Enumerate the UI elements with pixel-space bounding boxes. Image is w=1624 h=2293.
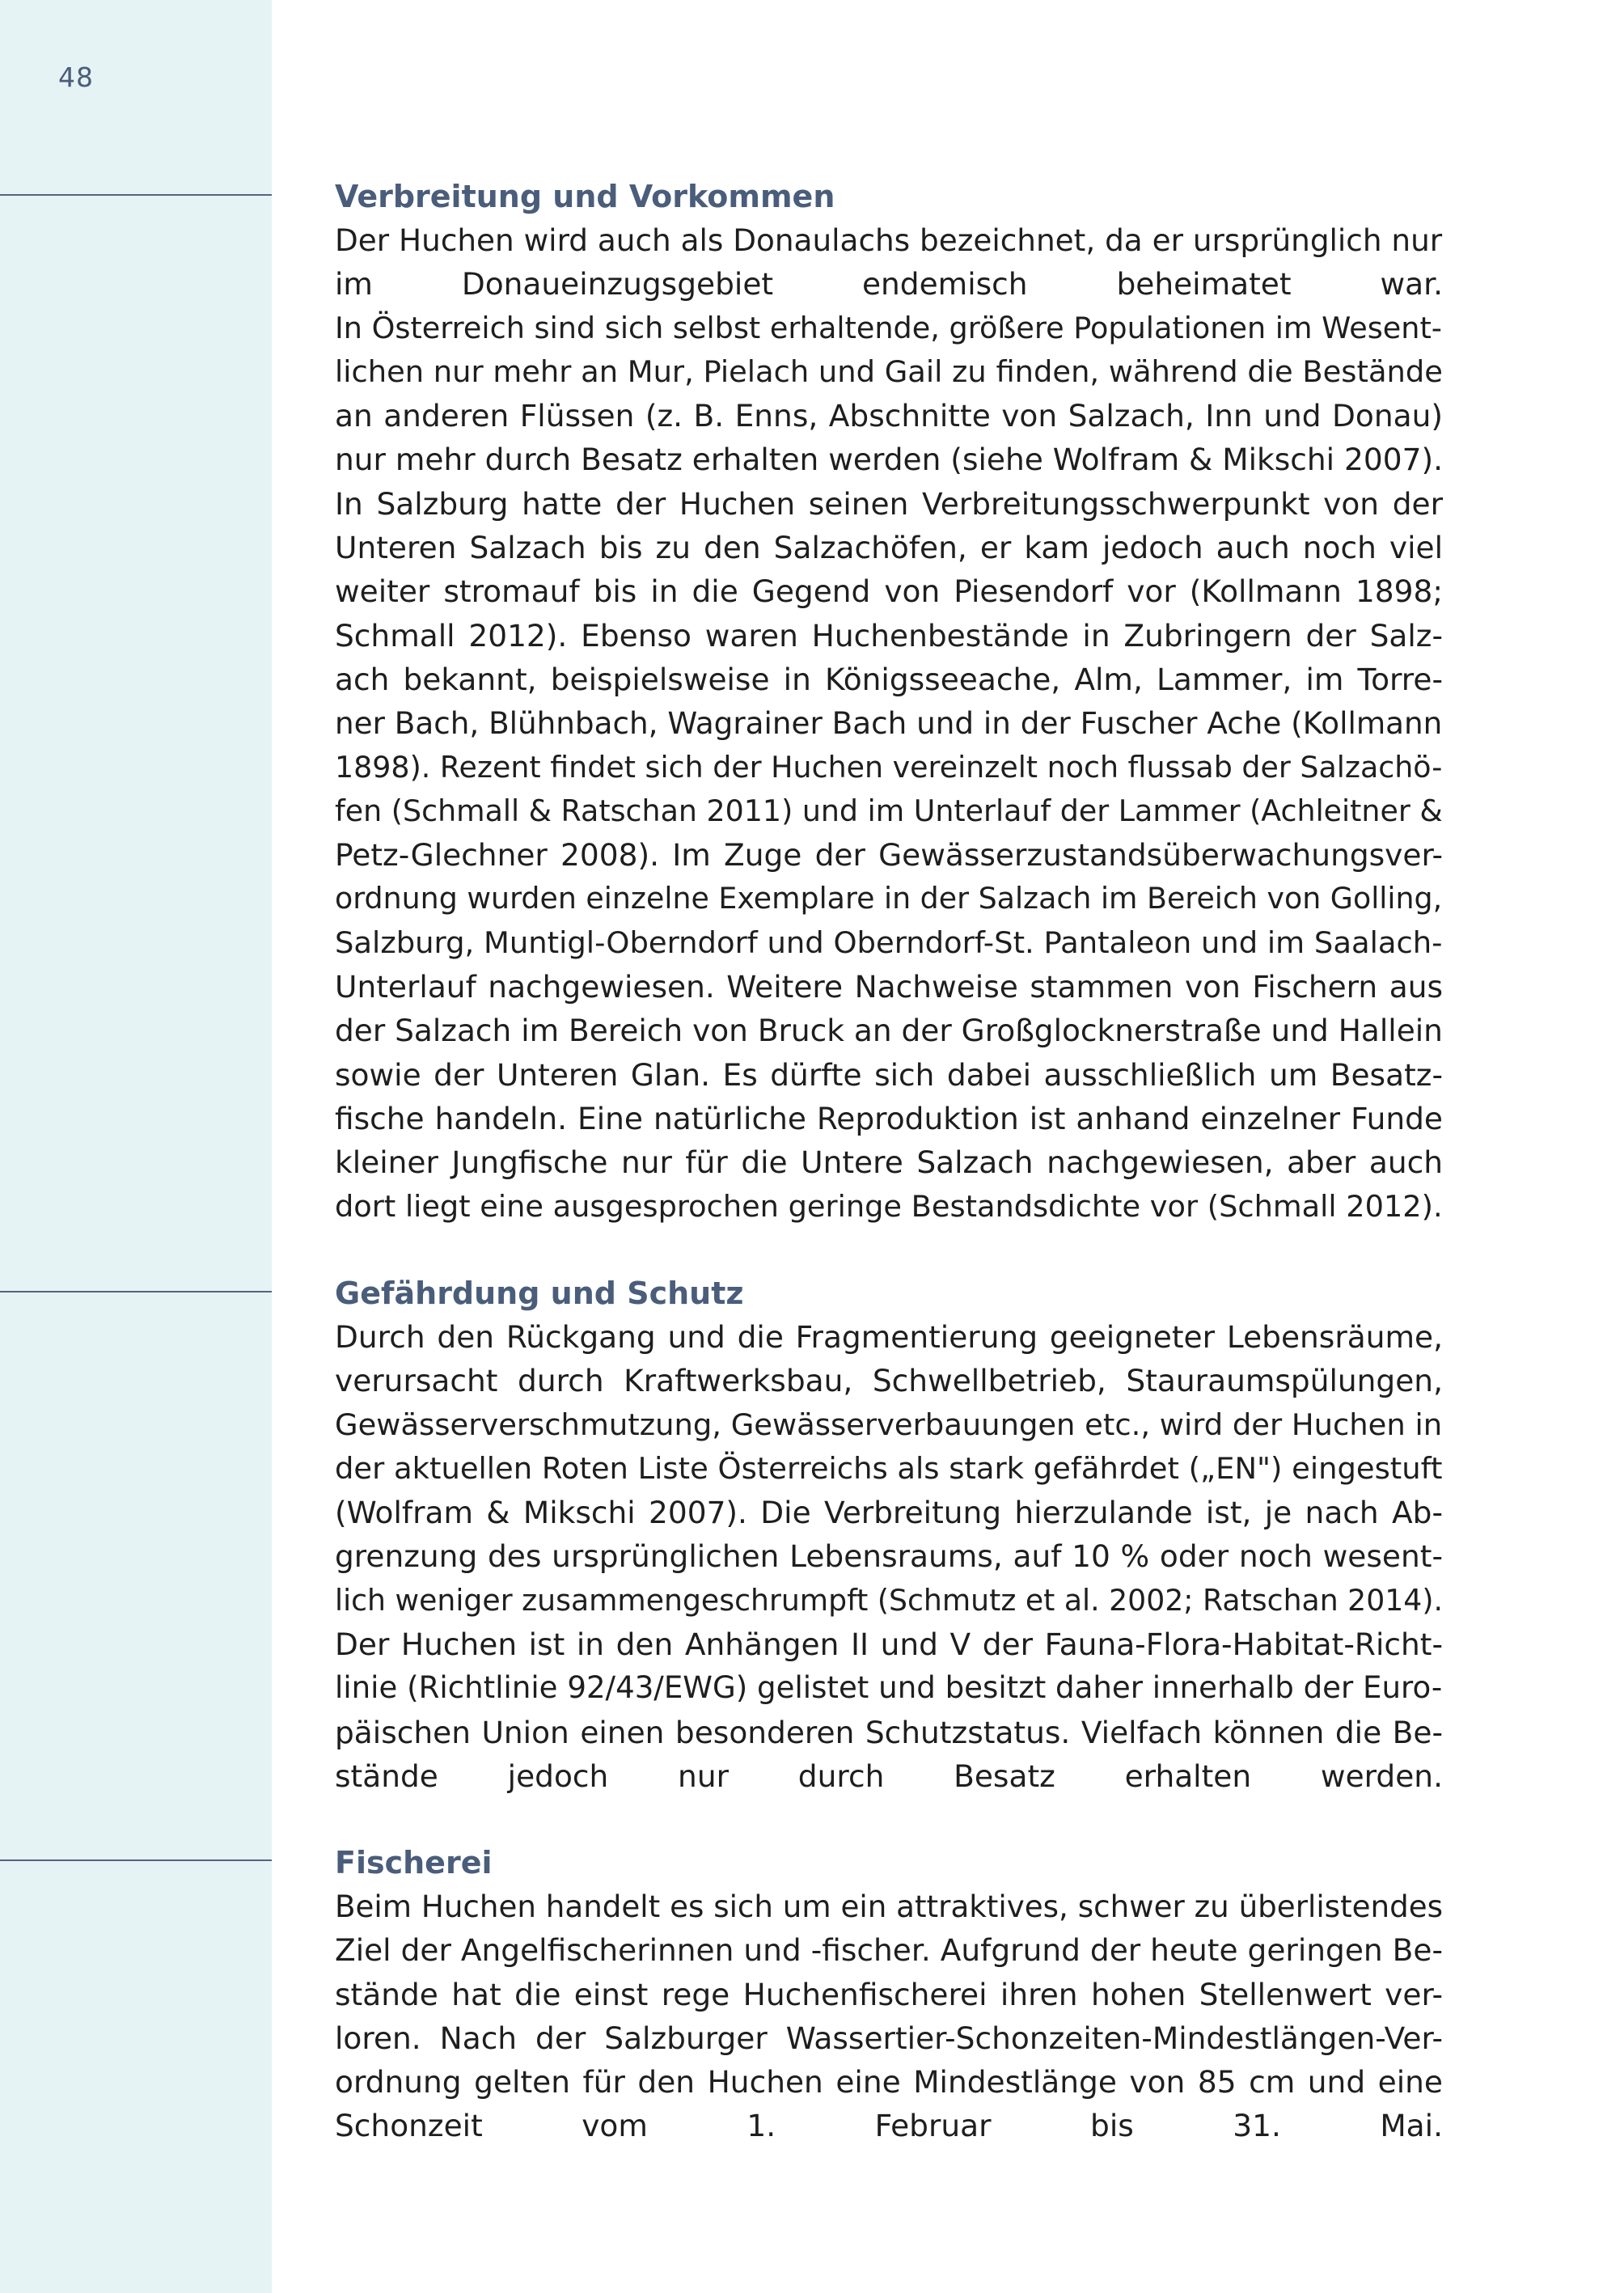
text-line: nur mehr durch Besatz erhalten werden (siehe Wolfram & Mikschi 2007).	[335, 442, 1443, 478]
text-line: In Salzburg hatte der Huchen seinen Verbreitungsschwerpunkt von der	[335, 485, 1443, 522]
text-line: ordnung wurden einzelne Exemplare in der Salzach im Bereich von Golling,	[335, 881, 1443, 916]
text-line: ach bekannt, beispielsweise in Königsseeache, Alm, Lammer, im Torre-	[335, 661, 1443, 697]
text-line: dort liegt eine ausgesprochen geringe Bestandsdichte vor (Schmall 2012).	[335, 1188, 1443, 1224]
text-line: grenzung des ursprünglichen Lebensraums, auf 10 % oder noch wesent-	[335, 1538, 1443, 1575]
section-heading: Gefährdung und Schutz	[335, 1276, 744, 1311]
section-heading: Verbreitung und Vorkommen	[335, 179, 835, 214]
text-line: lichen nur mehr an Mur, Pielach und Gail zu finden, während die Bestände	[335, 353, 1443, 389]
text-line: ordnung gelten für den Huchen eine Mindestlänge von 85 cm und eine	[335, 2064, 1443, 2101]
section-fischerei	[335, 1841, 1443, 2148]
section-rule	[0, 194, 272, 196]
text-line: sowie der Unteren Glan. Es dürfte sich dabei ausschließlich um Besatz-	[335, 1056, 1443, 1093]
section-rule	[0, 1859, 272, 1861]
text-line: verursacht durch Kraftwerksbau, Schwellbetrieb, Stauraumspülungen,	[335, 1363, 1443, 1399]
text-line: Unteren Salzach bis zu den Salzachöfen, er kam jedoch auch noch viel	[335, 530, 1443, 566]
text-line: im Donaueinzugsgebiet endemisch beheimatet war.	[335, 266, 1443, 302]
section-body	[335, 1315, 1443, 1798]
text-line: Schonzeit vom 1. Februar bis 31. Mai.	[335, 2108, 1443, 2144]
text-line: linie (Richtlinie 92/43/EWG) gelistet und besitzt daher innerhalb der Euro-	[335, 1670, 1443, 1706]
text-line: In Österreich sind sich selbst erhaltende, größere Populationen im Wesent-	[335, 310, 1442, 345]
text-line: lich weniger zusammengeschrumpft (Schmutz et al. 2002; Ratschan 2014).	[335, 1582, 1443, 1618]
text-line: stände jedoch nur durch Besatz erhalten werden.	[335, 1758, 1443, 1794]
text-line: stände hat die einst rege Huchenfischerei ihren hohen Stellenwert ver-	[335, 1976, 1443, 2012]
section-rule	[0, 1291, 272, 1292]
sidebar-band	[0, 0, 272, 2293]
section-body	[335, 218, 1443, 1229]
text-line: weiter stromauf bis in die Gegend von Piesendorf vor (Kollmann 1898;	[335, 573, 1443, 610]
text-line: fen (Schmall & Ratschan 2011) und im Unterlauf der Lammer (Achleitner &	[335, 793, 1443, 828]
text-line: loren. Nach der Salzburger Wassertier-Schonzeiten-Mindestlängen-Ver-	[335, 2020, 1443, 2056]
text-line: Unterlauf nachgewiesen. Weitere Nachweise stammen von Fischern aus	[335, 969, 1443, 1005]
section-verbreitung	[335, 175, 1443, 1229]
text-line: Beim Huchen handelt es sich um ein attraktives, schwer zu überlistendes	[335, 1889, 1444, 1924]
text-line: kleiner Jungfische nur für die Untere Salzach nachgewiesen, aber auch	[335, 1144, 1443, 1181]
page-number: 48	[58, 61, 94, 93]
text-line: (Wolfram & Mikschi 2007). Die Verbreitung hierzulande ist, je nach Ab-	[335, 1495, 1443, 1531]
text-line: an anderen Flüssen (z. B. Enns, Abschnitte von Salzach, Inn und Donau)	[335, 398, 1443, 434]
text-line: fische handeln. Eine natürliche Reproduktion ist anhand einzelner Funde	[335, 1100, 1443, 1136]
text-line: der Salzach im Bereich von Bruck an der Großglocknerstraße und Hallein	[335, 1013, 1443, 1049]
text-line: Schmall 2012). Ebenso waren Huchenbestände in Zubringern der Salz-	[335, 617, 1443, 654]
text-line: Ziel der Angelfischerinnen und -fischer. Aufgrund der heute geringen Be-	[335, 1932, 1443, 1969]
section-gefaehrdung	[335, 1271, 1443, 1798]
text-line: Durch den Rückgang und die Fragmentierung geeigneter Lebensräume,	[335, 1319, 1443, 1355]
text-line: 1898). Rezent findet sich der Huchen vereinzelt noch flussab der Salzachö-	[335, 749, 1443, 785]
text-line: Salzburg, Muntigl-Oberndorf und Oberndorf-St. Pantaleon und im Saalach-	[335, 924, 1443, 960]
text-line: Der Huchen wird auch als Donaulachs bezeichnet, da er ursprünglich nur	[335, 222, 1443, 258]
text-line: Gewässerverschmutzung, Gewässerverbauungen etc., wird der Huchen in	[335, 1407, 1443, 1442]
section-heading: Fischerei	[335, 1845, 493, 1881]
text-line: ner Bach, Blühnbach, Wagrainer Bach und in der Fuscher Ache (Kollmann	[335, 705, 1443, 742]
text-line: Petz-Glechner 2008). Im Zuge der Gewässerzustandsüberwachungsver-	[335, 837, 1443, 874]
text-line: päischen Union einen besonderen Schutzstatus. Vielfach können die Be-	[335, 1714, 1443, 1750]
section-body	[335, 1885, 1443, 2148]
text-line: der aktuellen Roten Liste Österreichs als stark gefährdet („EN") eingestuft	[335, 1450, 1443, 1486]
text-line: Der Huchen ist in den Anhängen II und V der Fauna-Flora-Habitat-Richt-	[335, 1627, 1443, 1663]
